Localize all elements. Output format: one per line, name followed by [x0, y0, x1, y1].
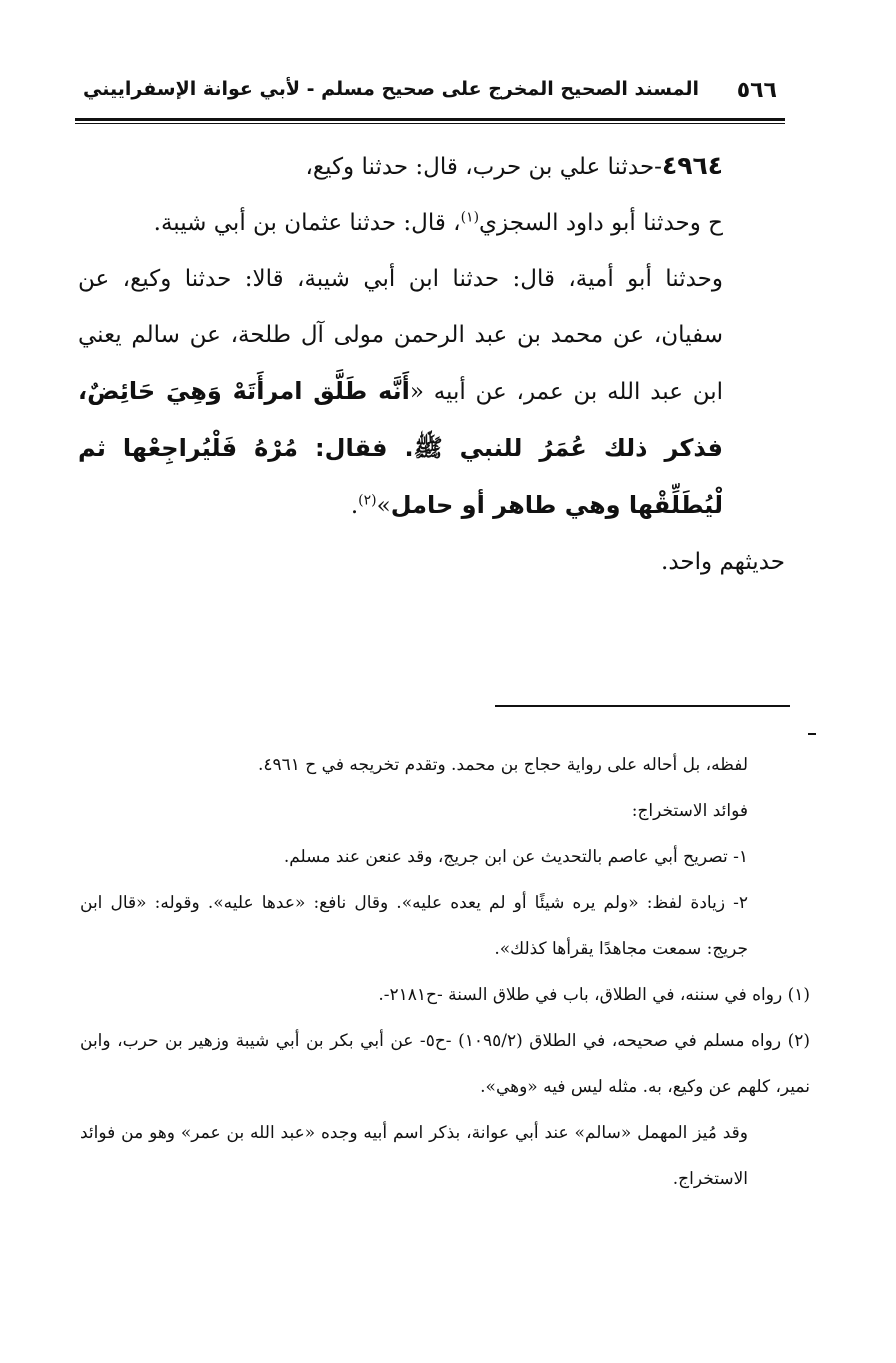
header-rule-thick [75, 118, 785, 121]
page-number: ٥٦٦ [736, 78, 777, 103]
hadith-closing: حديثهم واحد. [661, 549, 785, 575]
chain-2-tail: ، قال: حدثنا عثمان بن أبي شيبة. [153, 210, 461, 236]
footnote-2: (٢) رواه مسلم في صحيحه، في الطلاق (١٠٩٥/٢) -ح٥- عن أبي بكر بن أبي شيبة وزهير بن حرب، وابن نمير، كلهم عن وكيع، به. مثله ليس فيه «وهي». [80, 1031, 810, 1097]
footnote-dash [808, 733, 816, 735]
quote-open: « [409, 379, 434, 405]
header-rule-thin [75, 123, 785, 124]
footnote-1: (١) رواه في سننه، في الطلاق، باب في طلاق السنة -ح٢١٨١-. [378, 985, 810, 1005]
main-text [78, 138, 785, 590]
benefit-1: ١- تصريح أبي عاصم بالتحديث عن ابن جريج، وقد عنعن عند مسلم. [283, 847, 748, 867]
footnote-continuation: لفظه، بل أحاله على رواية حجاج بن محمد. وتقدم تخريجه في ح ٤٩٦١. [257, 755, 748, 775]
hadith-chain-1: -حدثنا علي بن حرب، قال: حدثنا وكيع، [305, 154, 662, 180]
chain-2-text: ح وحدثنا أبو داود السجزي [479, 210, 723, 236]
hadith-matn: أَنَّه طَلَّق امرأَتَهْ وَهِيَ حَائِضٌ، فذكر ذلك عُمَرُ للنبي ﷺ. فقال: مُرْهُ فَلْيُراجِعْها ثم لْيُطَلِّقْها وهي طاهر أو حامل [78, 377, 723, 519]
footnote-separator [495, 705, 790, 707]
footnote-ref-1[interactable]: (١) [460, 209, 480, 226]
page-header [75, 74, 785, 118]
quote-close: » [376, 493, 391, 519]
chain-3-text: وحدثنا أبو أمية، قال: حدثنا ابن أبي شيبة، قالا: حدثنا وكيع، عن سفيان، عن محمد بن عبد الرحمن مولى آل طلحة، عن سالم يعني ابن عبد الله بن عمر، عن أبيه [78, 266, 723, 405]
footnote-2-cont: وقد مُيز المهمل «سالم» عند أبي عوانة، بذكر اسم أبيه وجده «عبد الله بن عمر» وهو من فوائد الاستخراج. [80, 1123, 748, 1189]
hadith-number: ٤٩٦٤ [661, 151, 723, 180]
hadith-chain-3 [78, 251, 785, 534]
hadith-chain-2 [78, 195, 785, 251]
footnote-ref-2[interactable]: (٢) [358, 492, 377, 509]
benefit-2: ٢- زيادة لفظ: «ولم يره شيئًا أو لم يعده عليه». وقال نافع: «عدها عليه». وقوله: «قال ابن جريج: سمعت مجاهدًا يقرأها كذلك». [80, 893, 748, 959]
benefits-title: فوائد الاستخراج: [631, 801, 748, 821]
quote-end: . [350, 493, 359, 519]
running-title: المسند الصحيح المخرج على صحيح مسلم - لأبي عوانة الإسفراييني [83, 78, 699, 100]
hadith-opening [78, 138, 785, 195]
footnotes [80, 742, 810, 1202]
